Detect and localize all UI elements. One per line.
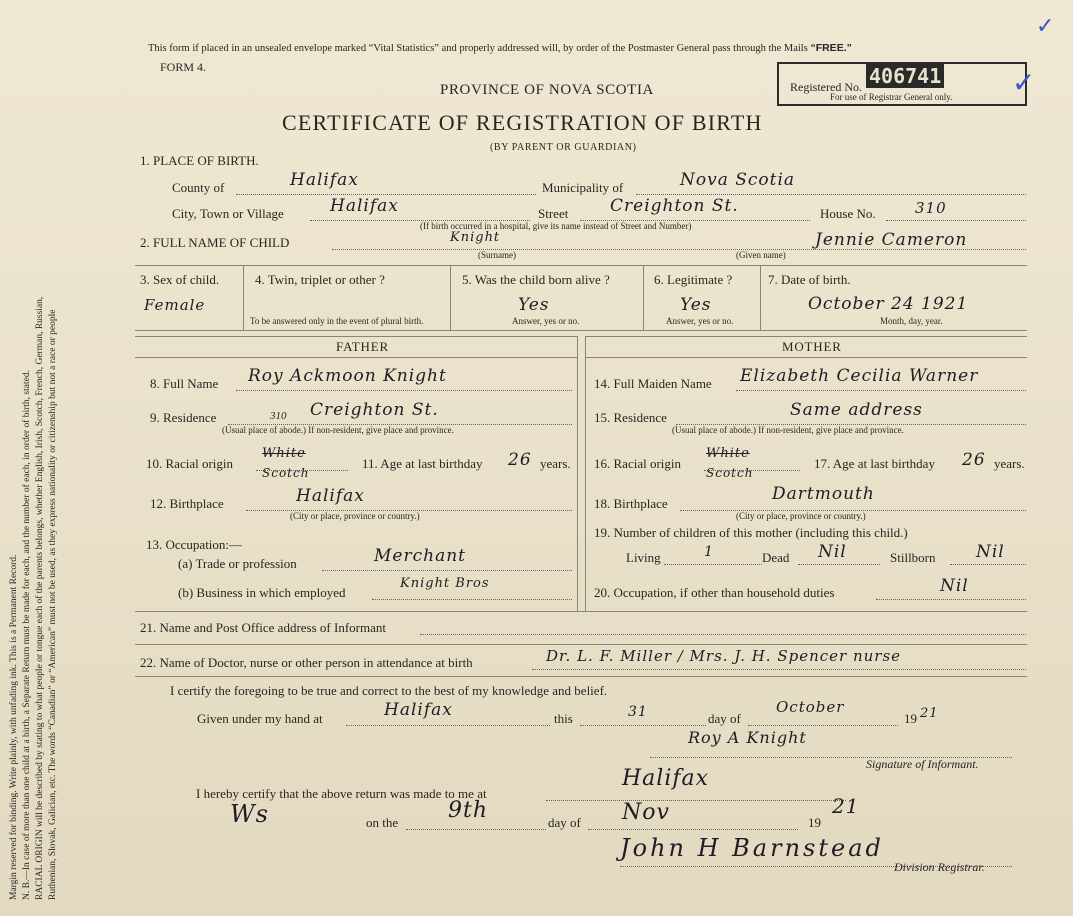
mother-racial-struck: White (706, 446, 750, 461)
father-racial-label: 10. Racial origin (146, 456, 234, 471)
father-age-label: 11. Age at last birthday (362, 456, 483, 471)
sex-value: Female (144, 296, 206, 314)
mail-notice-free: “FREE.” (810, 42, 852, 54)
form-number: FORM 4. (160, 60, 207, 74)
twin-note: To be answered only in the event of plural birth. (250, 316, 424, 326)
informant-label: 21. Name and Post Office address of Informant (140, 620, 386, 635)
mother-residence-value: Same address (790, 400, 923, 420)
margin-line: RACIAL ORIGIN will be described by stating to what people or tongue each of the parents belongs, whether English, Irish, Scotch, French, German, Russian, (35, 296, 45, 900)
informant-signature: Roy A Knight (688, 728, 807, 747)
father-birthplace-value: Halifax (296, 486, 365, 506)
mother-name-value: Elizabeth Cecilia Warner (740, 366, 979, 386)
mother-residence-label: 15. Residence (594, 410, 667, 425)
business-value: Knight Bros (400, 576, 490, 591)
given-year-value: 21 (920, 706, 939, 721)
mother-birthplace-label: 18. Birthplace (594, 496, 668, 511)
county-value: Halifax (290, 170, 359, 190)
abode-note: (Usual place of abode.) (222, 425, 306, 435)
dob-note: Month, day, year. (880, 316, 943, 326)
mother-occupation-value: Nil (940, 576, 969, 596)
mother-heading: MOTHER (782, 339, 842, 354)
nonresident-note: If non-resident, give place and province. (758, 425, 904, 435)
certify-text: I certify the foregoing to be true and correct to the best of my knowledge and belief. (170, 683, 608, 698)
division-registrar-label: Division Registrar. (894, 860, 985, 874)
mother-birthplace-value: Dartmouth (772, 484, 875, 504)
given-name-value: Jennie Cameron (815, 230, 968, 250)
business-label: (b) Business in which employed (178, 585, 346, 600)
nonresident-note: If non-resident, give place and province. (308, 425, 454, 435)
surname-value: Knight (450, 230, 501, 245)
registered-initials: Ws (230, 800, 269, 828)
margin-instructions (8, 20, 60, 900)
twin-label: 4. Twin, triplet or other ? (255, 272, 385, 287)
mother-racial-value: Scotch (706, 466, 754, 480)
registrar-certify-text: I hereby certify that the above return was made to me at (196, 786, 487, 801)
trade-value: Merchant (374, 546, 466, 566)
dob-label: 7. Date of birth. (768, 272, 851, 287)
children-label: 19. Number of children of this mother (including this child.) (594, 525, 908, 540)
municipality-value: Nova Scotia (680, 170, 796, 190)
father-birthplace-label: 12. Birthplace (150, 496, 224, 511)
father-residence-label: 9. Residence (150, 410, 217, 425)
mother-age-label: 17. Age at last birthday (814, 456, 935, 471)
check-mark-icon: ✓ (1036, 14, 1055, 39)
occupation-label: 13. Occupation:— (146, 537, 243, 552)
father-racial-struck: White (262, 446, 306, 461)
day-of-2-label: day of (548, 815, 581, 830)
born-alive-note: Answer, yes or no. (512, 316, 580, 326)
registered-at-value: Halifax (622, 766, 710, 791)
full-name-label: 2. FULL NAME OF CHILD (140, 235, 290, 250)
registrar-use-note: For use of Registrar General only. (830, 92, 953, 102)
registered-day-value: 9th (448, 798, 489, 823)
dead-value: Nil (818, 542, 847, 562)
surname-note: (Surname) (478, 250, 516, 260)
place-of-birth-label: 1. PLACE OF BIRTH. (140, 153, 259, 168)
house-no-label: House No. (820, 206, 876, 221)
given-month-value: October (776, 698, 845, 716)
year-prefix-2: 19 (808, 815, 821, 830)
registered-number: 406741 (866, 64, 944, 88)
father-age-value: 26 (508, 450, 532, 470)
mother-city-note: (City or place, province or country.) (736, 511, 866, 521)
street-label: Street (538, 206, 569, 221)
father-residence-number: 310 (270, 410, 287, 422)
day-of-label: day of (708, 711, 741, 726)
margin-line: Ruthenian, Slovak, Galician, etc. The words “Canadian” or “American” must not be used, as they express nationality or citizenship but not a race or people (48, 309, 58, 900)
father-years: years. (540, 456, 571, 471)
mail-notice-text: This form if placed in an unsealed envelope marked “Vital Statistics” and properly addressed will, by order of the Postmaster General pass through the Mails (148, 43, 808, 54)
born-alive-value: Yes (518, 295, 550, 315)
living-value: 1 (704, 544, 714, 560)
signature-informant-label: Signature of Informant. (866, 757, 979, 771)
page-title: CERTIFICATE OF REGISTRATION OF BIRTH (282, 110, 763, 135)
trade-label: (a) Trade or profession (178, 556, 297, 571)
margin-line: N. B.—In case of more than one child at a birth, a Separate Return must be made for each, and the number of each, in order of birth, stated. (22, 370, 32, 900)
mother-abode-note (672, 425, 904, 435)
registrar-signature: John H Barnstead (620, 834, 884, 862)
given-under-label: Given under my hand at (197, 711, 323, 726)
doctor-value: Dr. L. F. Miller / Mrs. J. H. Spencer nurse (546, 647, 902, 665)
given-name-note: (Given name) (736, 250, 786, 260)
stillborn-label: Stillborn (890, 550, 936, 565)
legitimate-value: Yes (680, 295, 712, 315)
mother-age-value: 26 (962, 450, 986, 470)
father-racial-value: Scotch (262, 466, 310, 480)
father-name-label: 8. Full Name (150, 376, 219, 391)
municipality-label: Municipality of (542, 180, 624, 195)
mother-years: years. (994, 456, 1025, 471)
father-heading: FATHER (336, 339, 389, 354)
city-value: Halifax (330, 196, 399, 216)
house-no-value: 310 (915, 199, 947, 217)
page-subtitle: (BY PARENT OR GUARDIAN) (490, 142, 637, 153)
province-heading: PROVINCE OF NOVA SCOTIA (440, 82, 654, 98)
margin-line: Margin reserved for binding. Write plainly, with unfading ink. This is a Permanent Record. (9, 554, 19, 900)
mother-occupation-label: 20. Occupation, if other than household duties (594, 585, 835, 600)
father-name-value: Roy Ackmoon Knight (248, 366, 447, 386)
father-residence-value: Creighton St. (310, 400, 439, 420)
registered-year-value: 21 (832, 794, 860, 818)
father-abode-note (222, 425, 454, 435)
hospital-note: (If birth occurred in a hospital, give its name instead of Street and Number) (420, 221, 692, 231)
given-at-value: Halifax (384, 700, 453, 720)
mother-racial-label: 16. Racial origin (594, 456, 682, 471)
dob-value: October 24 1921 (808, 294, 969, 314)
given-day-value: 31 (628, 704, 648, 720)
legitimate-label: 6. Legitimate ? (654, 272, 733, 287)
county-label: County of (172, 180, 225, 195)
year-prefix: 19 (904, 711, 917, 726)
abode-note: (Usual place of abode.) (672, 425, 756, 435)
registered-label: Registered No. (790, 80, 862, 94)
father-city-note: (City or place, province or country.) (290, 511, 420, 521)
on-the-label: on the (366, 815, 399, 830)
stillborn-value: Nil (976, 542, 1005, 562)
doctor-label: 22. Name of Doctor, nurse or other person in attendance at birth (140, 655, 473, 670)
born-alive-label: 5. Was the child born alive ? (462, 272, 610, 287)
dead-label: Dead (762, 550, 790, 565)
street-value: Creighton St. (610, 196, 739, 216)
legitimate-note: Answer, yes or no. (666, 316, 734, 326)
registered-month-value: Nov (622, 800, 670, 825)
sex-label: 3. Sex of child. (140, 272, 220, 287)
mail-notice (148, 42, 852, 54)
city-label: City, Town or Village (172, 206, 284, 221)
this-label: this (554, 711, 573, 726)
living-label: Living (626, 550, 661, 565)
check-mark-icon: ✓ (1012, 66, 1036, 99)
mother-name-label: 14. Full Maiden Name (594, 376, 712, 391)
